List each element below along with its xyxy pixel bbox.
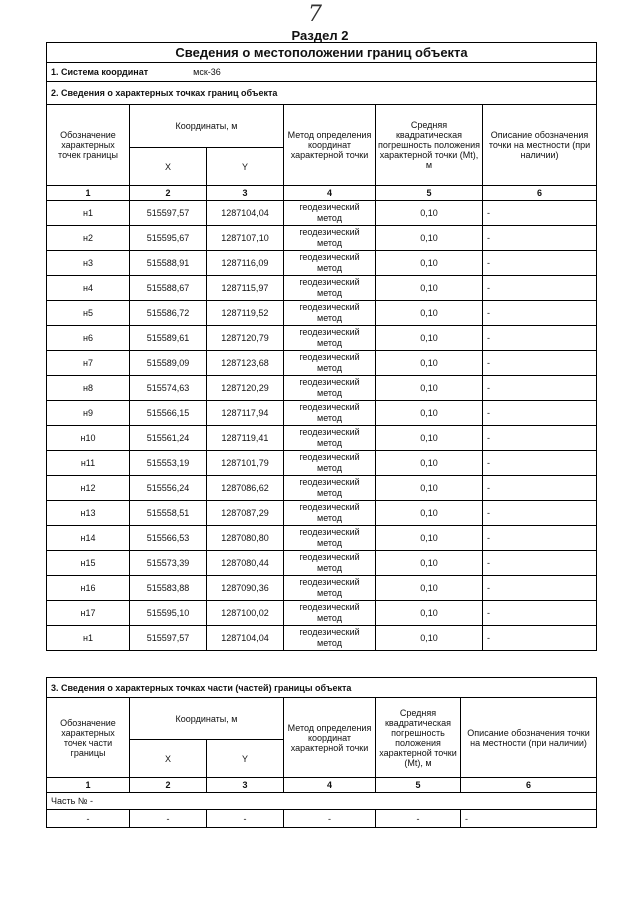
point-name: н1: [47, 626, 130, 651]
table-row: [47, 301, 597, 326]
table-row: [47, 476, 597, 501]
method-line-2: метод: [317, 238, 342, 248]
col-num: 4: [284, 186, 376, 201]
doc-title: Сведения о местоположении границ объекта: [47, 43, 597, 63]
table-row: [47, 401, 597, 426]
x-coord: 515566,15: [130, 401, 207, 426]
method-line-2: метод: [317, 638, 342, 648]
x-coord: 515553,19: [130, 451, 207, 476]
empty-cell: -: [47, 810, 130, 828]
description: -: [483, 526, 597, 551]
col-num: 4: [284, 778, 376, 793]
description: -: [483, 626, 597, 651]
method: [284, 551, 376, 576]
method-line-1: геодезический: [299, 627, 360, 637]
error-value: 0,10: [376, 376, 483, 401]
point-name: н8: [47, 376, 130, 401]
empty-cell: -: [284, 810, 376, 828]
point-name: н12: [47, 476, 130, 501]
table-row: [47, 601, 597, 626]
description: -: [483, 351, 597, 376]
method: [284, 526, 376, 551]
y-coord: 1287119,41: [207, 426, 284, 451]
col-num: 2: [130, 778, 207, 793]
x-coord: 515589,61: [130, 326, 207, 351]
method: [284, 451, 376, 476]
point-name: н1: [47, 201, 130, 226]
header-designation: Обозначение характерных точек части границы: [47, 698, 130, 778]
method-line-1: геодезический: [299, 552, 360, 562]
method-line-2: метод: [317, 313, 342, 323]
method-line-1: геодезический: [299, 352, 360, 362]
y-coord: 1287117,94: [207, 401, 284, 426]
col-num: 1: [47, 778, 130, 793]
method-line-1: геодезический: [299, 452, 360, 462]
column-numbers: [47, 186, 597, 201]
error-value: 0,10: [376, 201, 483, 226]
method-line-1: геодезический: [299, 402, 360, 412]
point-name: н6: [47, 326, 130, 351]
section-title: Раздел 2: [291, 28, 349, 43]
error-value: 0,10: [376, 426, 483, 451]
method: [284, 201, 376, 226]
table-row: [47, 526, 597, 551]
error-value: 0,10: [376, 226, 483, 251]
description: -: [483, 301, 597, 326]
method: [284, 501, 376, 526]
table-row: [47, 551, 597, 576]
x-coord: 515595,10: [130, 601, 207, 626]
method: [284, 426, 376, 451]
coord-system-label: 1. Система координат: [51, 67, 149, 77]
table-row: [47, 201, 597, 226]
method-line-1: геодезический: [299, 377, 360, 387]
point-name: н7: [47, 351, 130, 376]
error-value: 0,10: [376, 251, 483, 276]
method-line-2: метод: [317, 613, 342, 623]
table-row: [47, 276, 597, 301]
x-coord: 515588,91: [130, 251, 207, 276]
method: [284, 326, 376, 351]
method-line-1: геодезический: [299, 302, 360, 312]
point-name: н4: [47, 276, 130, 301]
x-coord: 515597,57: [130, 626, 207, 651]
header-error: Средняя квадратическая погрешность положения характерной точки (Mt), м: [376, 698, 461, 778]
method: [284, 401, 376, 426]
y-coord: 1287120,79: [207, 326, 284, 351]
method: [284, 226, 376, 251]
table-row: [47, 226, 597, 251]
error-value: 0,10: [376, 401, 483, 426]
method: [284, 476, 376, 501]
y-coord: 1287104,04: [207, 201, 284, 226]
y-coord: 1287116,09: [207, 251, 284, 276]
empty-cell: -: [130, 810, 207, 828]
header-method: Метод определения координат характерной точки: [284, 105, 376, 186]
method-line-2: метод: [317, 338, 342, 348]
method-line-1: геодезический: [299, 427, 360, 437]
description: -: [483, 451, 597, 476]
description: -: [483, 551, 597, 576]
point-name: н17: [47, 601, 130, 626]
description: -: [483, 426, 597, 451]
header-y: Y: [207, 740, 284, 778]
description: -: [483, 226, 597, 251]
header-x: X: [130, 740, 207, 778]
method-line-1: геодезический: [299, 502, 360, 512]
part-boundary-table: [46, 677, 597, 828]
col-num: 6: [461, 778, 597, 793]
method-line-1: геодезический: [299, 527, 360, 537]
col-num: 3: [207, 186, 284, 201]
y-coord: 1287101,79: [207, 451, 284, 476]
method-line-2: метод: [317, 438, 342, 448]
method-line-1: геодезический: [299, 227, 360, 237]
error-value: 0,10: [376, 276, 483, 301]
description: -: [483, 401, 597, 426]
y-coord: 1287107,10: [207, 226, 284, 251]
method-line-2: метод: [317, 263, 342, 273]
error-value: 0,10: [376, 601, 483, 626]
method: [284, 276, 376, 301]
method-line-2: метод: [317, 388, 342, 398]
table-row: [47, 576, 597, 601]
error-value: 0,10: [376, 476, 483, 501]
x-coord: 515561,24: [130, 426, 207, 451]
method-line-2: метод: [317, 363, 342, 373]
x-coord: 515558,51: [130, 501, 207, 526]
part3-heading: 3. Сведения о характерных точках части (частей) границы объекта: [47, 678, 597, 698]
method-line-2: метод: [317, 288, 342, 298]
description: -: [483, 326, 597, 351]
description: -: [483, 376, 597, 401]
method-line-1: геодезический: [299, 327, 360, 337]
point-name: н16: [47, 576, 130, 601]
col-num: 2: [130, 186, 207, 201]
point-name: н10: [47, 426, 130, 451]
description: -: [483, 251, 597, 276]
method-line-2: метод: [317, 538, 342, 548]
method-line-1: геодезический: [299, 602, 360, 612]
point-name: н2: [47, 226, 130, 251]
x-coord: 515573,39: [130, 551, 207, 576]
y-coord: 1287087,29: [207, 501, 284, 526]
coord-system-value: мск-36: [193, 67, 221, 77]
table-row: [47, 251, 597, 276]
error-value: 0,10: [376, 526, 483, 551]
method: [284, 351, 376, 376]
col-num: 5: [376, 186, 483, 201]
coord-system-row: [47, 63, 597, 82]
y-coord: 1287115,97: [207, 276, 284, 301]
header-description: Описание обозначения точки на местности (при наличии): [461, 698, 597, 778]
table-row: [47, 501, 597, 526]
empty-cell: -: [461, 810, 597, 828]
col-num: 1: [47, 186, 130, 201]
method: [284, 601, 376, 626]
description: -: [483, 476, 597, 501]
part2-heading: 2. Сведения о характерных точках границ объекта: [47, 82, 597, 105]
x-coord: 515589,09: [130, 351, 207, 376]
description: -: [483, 276, 597, 301]
error-value: 0,10: [376, 351, 483, 376]
method: [284, 376, 376, 401]
y-coord: 1287080,80: [207, 526, 284, 551]
y-coord: 1287104,04: [207, 626, 284, 651]
column-numbers: [47, 778, 597, 793]
table-row: [47, 326, 597, 351]
x-coord: 515574,63: [130, 376, 207, 401]
method-line-2: метод: [317, 413, 342, 423]
method-line-2: метод: [317, 213, 342, 223]
description: -: [483, 601, 597, 626]
x-coord: 515583,88: [130, 576, 207, 601]
method-line-2: метод: [317, 588, 342, 598]
empty-cell: -: [207, 810, 284, 828]
method-line-2: метод: [317, 488, 342, 498]
point-name: н9: [47, 401, 130, 426]
header-method: Метод определения координат характерной точки: [284, 698, 376, 778]
x-coord: 515556,24: [130, 476, 207, 501]
error-value: 0,10: [376, 576, 483, 601]
x-coord: 515595,67: [130, 226, 207, 251]
error-value: 0,10: [376, 451, 483, 476]
x-coord: 515586,72: [130, 301, 207, 326]
method: [284, 301, 376, 326]
point-name: н14: [47, 526, 130, 551]
header-coords: Координаты, м: [130, 105, 284, 148]
empty-cell: -: [376, 810, 461, 828]
table-row: [47, 426, 597, 451]
table-row: [47, 451, 597, 476]
method-line-1: геодезический: [299, 202, 360, 212]
y-coord: 1287120,29: [207, 376, 284, 401]
y-coord: 1287080,44: [207, 551, 284, 576]
x-coord: 515566,53: [130, 526, 207, 551]
error-value: 0,10: [376, 501, 483, 526]
page-number: 7: [308, 2, 322, 27]
col-num: 6: [483, 186, 597, 201]
method-line-2: метод: [317, 463, 342, 473]
header-error: Средняя квадратическая погрешность положения характерной точки (Mt), м: [376, 105, 483, 186]
part-label: Часть № -: [47, 793, 597, 810]
col-num: 3: [207, 778, 284, 793]
error-value: 0,10: [376, 626, 483, 651]
method-line-2: метод: [317, 563, 342, 573]
col-num: 5: [376, 778, 461, 793]
y-coord: 1287123,68: [207, 351, 284, 376]
method: [284, 576, 376, 601]
x-coord: 515588,67: [130, 276, 207, 301]
header-y: Y: [207, 148, 284, 186]
header-coords: Координаты, м: [130, 698, 284, 740]
method-line-1: геодезический: [299, 577, 360, 587]
method: [284, 626, 376, 651]
description: -: [483, 576, 597, 601]
point-name: н13: [47, 501, 130, 526]
description: -: [483, 501, 597, 526]
point-name: н11: [47, 451, 130, 476]
method-line-1: геодезический: [299, 252, 360, 262]
y-coord: 1287100,02: [207, 601, 284, 626]
method: [284, 251, 376, 276]
method-line-1: геодезический: [299, 477, 360, 487]
header-description: Описание обозначения точки на местности (при наличии): [483, 105, 597, 186]
error-value: 0,10: [376, 551, 483, 576]
description: -: [483, 201, 597, 226]
x-coord: 515597,57: [130, 201, 207, 226]
table-row: [47, 626, 597, 651]
table-row: [47, 351, 597, 376]
y-coord: 1287086,62: [207, 476, 284, 501]
point-name: н5: [47, 301, 130, 326]
table-row: [47, 376, 597, 401]
header-designation: Обозначение характерных точек границы: [47, 105, 130, 186]
header-x: X: [130, 148, 207, 186]
error-value: 0,10: [376, 301, 483, 326]
error-value: 0,10: [376, 326, 483, 351]
y-coord: 1287090,36: [207, 576, 284, 601]
method-line-2: метод: [317, 513, 342, 523]
empty-row: [47, 810, 597, 828]
point-name: н15: [47, 551, 130, 576]
boundary-table: [46, 42, 597, 651]
method-line-1: геодезический: [299, 277, 360, 287]
point-name: н3: [47, 251, 130, 276]
y-coord: 1287119,52: [207, 301, 284, 326]
